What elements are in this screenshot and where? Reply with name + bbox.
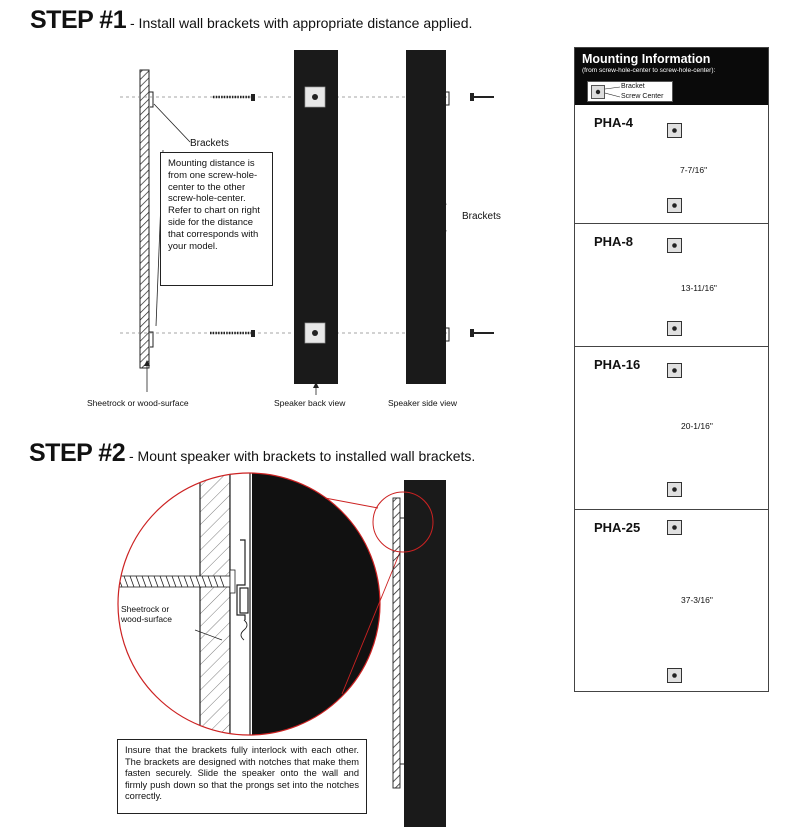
wall-section — [140, 70, 149, 368]
caption-back-view: Speaker back view — [274, 398, 346, 408]
mounting-distance-note: Mounting distance is from one screw-hole-center to the other screw-hole-center. Refer to chart on right side for the distance that corresponds with your model. — [160, 152, 273, 286]
step1-text: - Install wall brackets with appropriate distance applied. — [126, 15, 473, 31]
model-distance: 7-7/16" — [680, 165, 708, 175]
bracket-icon — [667, 238, 682, 253]
wall-bracket-bottom — [149, 332, 153, 347]
legend — [587, 81, 673, 102]
step2-label: STEP #2 — [29, 439, 126, 467]
bracket-icon — [667, 321, 682, 336]
surface-label-line-2: wood-surface — [121, 614, 173, 624]
bracket-icon — [667, 520, 682, 535]
speaker-back-view — [294, 50, 338, 384]
interlock-note: Insure that the brackets fully interlock with each other. The brackets are designed with notches that make them fasten securely. Slide the speaker onto the wall and firmly push down so that the prongs set into the notches correctly. — [117, 739, 367, 814]
mounting-info-panel — [574, 47, 769, 692]
caption-side-view: Speaker side view — [388, 398, 457, 408]
bracket-icon — [667, 123, 682, 138]
model-name: PHA-4 — [594, 115, 634, 130]
model-section-pha-25 — [575, 509, 768, 692]
speaker-side-view — [406, 50, 449, 384]
screw-icon — [470, 329, 494, 337]
screw-icon — [470, 93, 494, 101]
model-name: PHA-16 — [594, 357, 641, 372]
legend-bracket-label: Bracket — [621, 83, 645, 90]
brackets-label: Brackets — [190, 138, 229, 149]
step2-text: - Mount speaker with brackets to installed wall brackets. — [125, 448, 476, 464]
surface-label — [121, 604, 172, 624]
mounted-speaker-side-view — [393, 480, 446, 827]
model-section-pha-4 — [575, 105, 768, 223]
mounting-info-title: Mounting Information — [582, 52, 711, 66]
bracket-icon — [667, 668, 682, 683]
model-distance: 20-1/16" — [681, 421, 713, 431]
screw-icon — [213, 94, 255, 101]
model-distance: 13-11/16" — [681, 283, 717, 293]
step2-title — [29, 439, 475, 468]
bracket-icon — [667, 363, 682, 378]
screw-icon — [210, 330, 255, 337]
mounting-info-subtitle: (from screw-hole-center to screw-hole-center): — [582, 67, 716, 74]
legend-leaders — [605, 82, 623, 102]
brackets-label-right: Brackets — [462, 211, 501, 222]
model-distance: 37-3/16" — [681, 595, 713, 605]
step1-label: STEP #1 — [30, 6, 127, 34]
legend-screw-label: Screw Center — [621, 93, 664, 100]
model-name: PHA-8 — [594, 234, 634, 249]
bracket-legend-icon — [591, 85, 605, 99]
bracket-icon — [667, 198, 682, 213]
surface-label-line-1: Sheetrock or — [121, 604, 170, 614]
bracket-icon — [667, 482, 682, 497]
model-section-pha-8 — [575, 223, 768, 347]
model-section-pha-16 — [575, 346, 768, 510]
wall-bracket-top — [149, 92, 153, 107]
model-name: PHA-25 — [594, 520, 641, 535]
caption-wall: Sheetrock or wood-surface — [87, 398, 189, 408]
mounting-info-header — [575, 48, 768, 105]
